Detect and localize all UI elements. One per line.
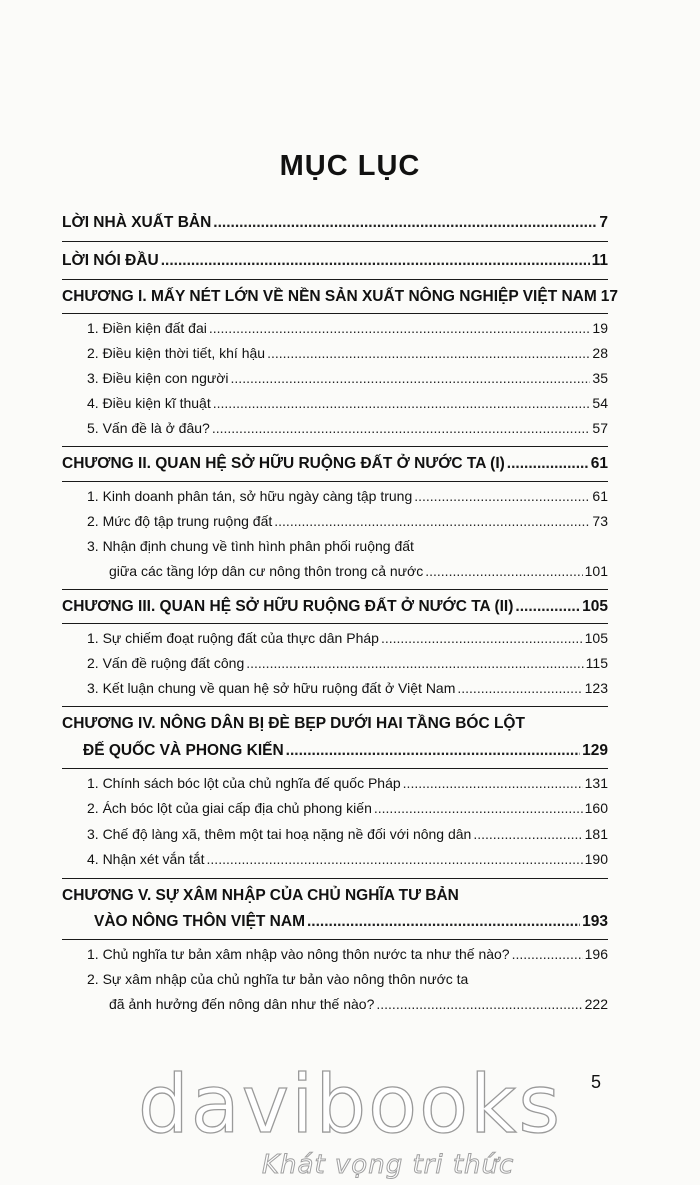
toc-section-title: 2. Ách bóc lột của giai cấp địa chủ phong kiến bbox=[87, 800, 372, 816]
toc-section-page: 131 bbox=[584, 775, 608, 791]
toc-chapter-title: VÀO NÔNG THÔN VIỆT NAM bbox=[94, 913, 305, 930]
dot-leader bbox=[274, 513, 590, 529]
toc-chapter-3[interactable] bbox=[62, 598, 608, 616]
toc-section-page: 61 bbox=[592, 488, 608, 504]
toc-section-page: 35 bbox=[592, 370, 608, 386]
dot-leader bbox=[161, 252, 590, 270]
dot-leader bbox=[246, 655, 583, 671]
dot-leader bbox=[209, 320, 591, 336]
toc-section[interactable] bbox=[87, 851, 608, 867]
dot-leader bbox=[512, 946, 583, 962]
dot-leader bbox=[207, 851, 583, 867]
watermark-brand: davibooks bbox=[137, 1058, 563, 1151]
dot-leader bbox=[425, 563, 582, 579]
dot-leader bbox=[507, 455, 589, 473]
page-number: 5 bbox=[591, 1072, 602, 1092]
divider bbox=[62, 279, 608, 280]
toc-section-title[interactable]: 2. Sự xâm nhập của chủ nghĩa tư bản vào nông thôn nước ta bbox=[87, 971, 469, 987]
toc-section-title: 1. Sự chiếm đoạt ruộng đất của thực dân Pháp bbox=[87, 630, 379, 646]
divider bbox=[62, 241, 608, 242]
toc-section-page: 105 bbox=[584, 630, 608, 646]
divider bbox=[62, 589, 608, 590]
toc-section-title: 1. Chính sách bóc lột của chủ nghĩa đế quốc Pháp bbox=[87, 775, 401, 791]
page-title: MỤC LỤC bbox=[279, 150, 421, 182]
toc-section[interactable] bbox=[87, 775, 608, 791]
toc-entry-page: 7 bbox=[599, 214, 608, 231]
dot-leader bbox=[212, 420, 591, 436]
toc-section[interactable] bbox=[109, 563, 608, 579]
toc-section-page: 73 bbox=[592, 513, 608, 529]
toc-chapter-title[interactable]: CHƯƠNG V. SỰ XÂM NHẬP CỦA CHỦ NGHĨA TƯ BẢN bbox=[62, 887, 459, 904]
toc-chapter-4[interactable] bbox=[83, 742, 608, 760]
toc-section[interactable] bbox=[87, 420, 608, 436]
toc-entry-page: 11 bbox=[591, 252, 608, 269]
toc-chapter-title: ĐẾ QUỐC VÀ PHONG KIẾN bbox=[83, 742, 284, 759]
dot-leader bbox=[457, 680, 582, 696]
toc-section-title: 3. Kết luận chung về quan hệ sở hữu ruộng đất ở Việt Nam bbox=[87, 680, 456, 696]
toc-chapter-2[interactable] bbox=[62, 455, 608, 473]
toc-section[interactable] bbox=[87, 370, 608, 386]
toc-section-title: 5. Vấn đề là ở đâu? bbox=[87, 420, 210, 436]
toc-entry-publisher-note[interactable] bbox=[62, 214, 608, 232]
dot-leader bbox=[414, 488, 590, 504]
divider bbox=[62, 481, 608, 482]
toc-section-title: 4. Điều kiện kĩ thuật bbox=[87, 395, 211, 411]
toc-chapter-page: 193 bbox=[582, 913, 608, 930]
toc-section-page: 123 bbox=[584, 680, 608, 696]
dot-leader bbox=[374, 800, 583, 816]
divider bbox=[62, 446, 608, 447]
toc-section-title: đã ảnh hưởng đến nông dân như thế nào? bbox=[109, 996, 375, 1012]
toc-section-page: 101 bbox=[584, 563, 608, 579]
divider bbox=[62, 313, 608, 314]
divider bbox=[62, 706, 608, 707]
dot-leader bbox=[515, 598, 580, 616]
toc-section[interactable] bbox=[87, 630, 608, 646]
divider bbox=[62, 768, 608, 769]
divider bbox=[62, 623, 608, 624]
toc-section[interactable] bbox=[109, 996, 608, 1012]
dot-leader bbox=[267, 345, 590, 361]
toc-section-page: 181 bbox=[584, 826, 608, 842]
toc-section-title[interactable]: 3. Nhận định chung về tình hình phân phối ruộng đất bbox=[87, 538, 414, 554]
toc-section-page: 196 bbox=[584, 946, 608, 962]
toc-section-title: giữa các tầng lớp dân cư nông thôn trong cả nước bbox=[109, 563, 424, 579]
toc-section-page: 190 bbox=[584, 851, 608, 867]
dot-leader bbox=[213, 214, 597, 232]
toc-section[interactable] bbox=[87, 800, 608, 816]
toc-section-title: 4. Nhận xét vắn tắt bbox=[87, 851, 205, 867]
toc-section-title: 2. Vấn đề ruộng đất công bbox=[87, 655, 245, 671]
toc-section-title: 1. Điền kiện đất đai bbox=[87, 320, 207, 336]
dot-leader bbox=[213, 395, 591, 411]
toc-chapter-page: 61 bbox=[590, 455, 608, 472]
toc-entry-foreword[interactable] bbox=[62, 252, 608, 270]
dot-leader bbox=[231, 370, 591, 386]
toc-section-page: 57 bbox=[592, 420, 608, 436]
toc-section-page: 222 bbox=[584, 996, 608, 1012]
dot-leader bbox=[307, 913, 580, 931]
toc-section-page: 115 bbox=[585, 655, 608, 671]
toc-section[interactable] bbox=[87, 345, 608, 361]
toc-section[interactable] bbox=[87, 946, 608, 962]
toc-chapter-page: 105 bbox=[582, 598, 608, 615]
toc-section-title: 1. Kinh doanh phân tán, sở hữu ngày càng tập trung bbox=[87, 488, 413, 504]
toc-section-page: 160 bbox=[584, 800, 608, 816]
toc-section-title: 2. Điều kiện thời tiết, khí hậu bbox=[87, 345, 266, 361]
dot-leader bbox=[381, 630, 583, 646]
toc-section[interactable] bbox=[87, 680, 608, 696]
dot-leader bbox=[473, 826, 582, 842]
toc-section-page: 54 bbox=[592, 395, 608, 411]
toc-section-title: 3. Chế độ làng xã, thêm một tai hoạ nặng nề đối với nông dân bbox=[87, 826, 472, 842]
toc-chapter-page: 129 bbox=[582, 742, 608, 759]
toc-entry-title: LỜI NÓI ĐẦU bbox=[62, 252, 159, 269]
dot-leader bbox=[286, 742, 580, 760]
toc-section-title: 2. Mức độ tập trung ruộng đất bbox=[87, 513, 273, 529]
toc-chapter-title: CHƯƠNG III. QUAN HỆ SỞ HỮU RUỘNG ĐẤT Ở NƯỚC TA (II) bbox=[62, 598, 514, 615]
toc-section-page: 19 bbox=[592, 320, 608, 336]
toc-entry-title: LỜI NHÀ XUẤT BẢN bbox=[62, 214, 212, 231]
toc-section-title: 3. Điều kiện con người bbox=[87, 370, 229, 386]
toc-chapter-title: CHƯƠNG II. QUAN HỆ SỞ HỮU RUỘNG ĐẤT Ở NƯỚC TA (I) bbox=[62, 455, 505, 472]
toc-chapter-5[interactable] bbox=[94, 913, 608, 931]
toc-section[interactable] bbox=[87, 655, 608, 671]
toc-section-title: 1. Chủ nghĩa tư bản xâm nhập vào nông thôn nước ta như thế nào? bbox=[87, 946, 510, 962]
toc-section[interactable] bbox=[87, 320, 608, 336]
toc-section[interactable] bbox=[87, 826, 608, 842]
divider bbox=[62, 878, 608, 879]
dot-leader bbox=[403, 775, 583, 791]
toc-chapter-title[interactable]: CHƯƠNG IV. NÔNG DÂN BỊ ĐÈ BẸP DƯỚI HAI TẦNG BÓC LỘT bbox=[62, 715, 525, 732]
toc-section[interactable] bbox=[87, 513, 608, 529]
toc-section[interactable] bbox=[87, 488, 608, 504]
toc-chapter-1[interactable] bbox=[62, 288, 619, 306]
dot-leader bbox=[376, 996, 582, 1012]
toc-chapter-page: 17 bbox=[600, 288, 619, 305]
toc-section-page: 28 bbox=[592, 345, 608, 361]
watermark-slogan: Khát vọng tri thức bbox=[262, 1150, 515, 1180]
toc-chapter-title: CHƯƠNG I. MẤY NÉT LỚN VỀ NỀN SẢN XUẤT NÔNG NGHIỆP VIỆT NAM bbox=[62, 288, 597, 305]
divider bbox=[62, 939, 608, 940]
toc-section[interactable] bbox=[87, 395, 608, 411]
